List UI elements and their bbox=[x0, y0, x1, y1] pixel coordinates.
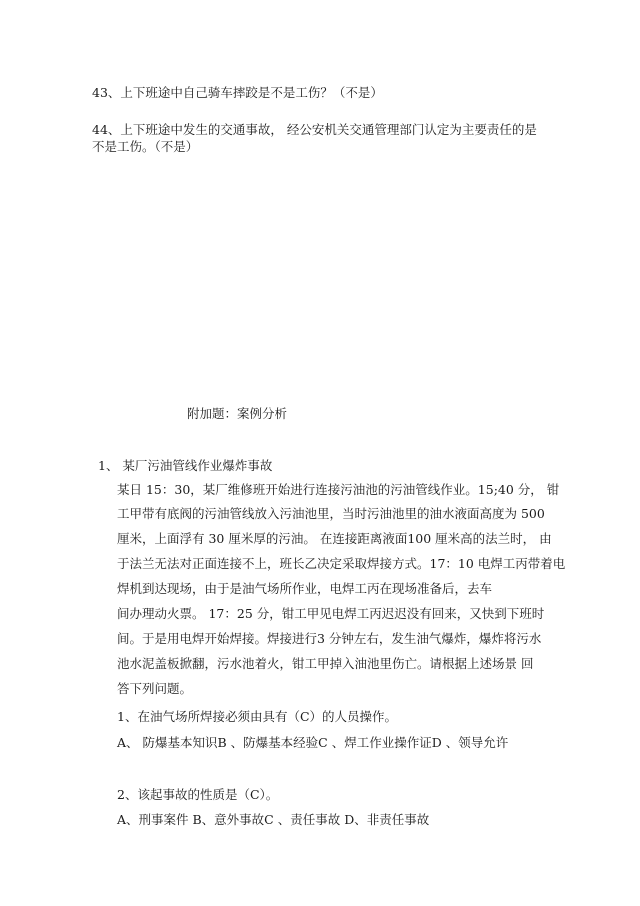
case-heading: 1、 某厂污油管线作业爆炸事故 bbox=[98, 458, 273, 473]
sub-question-2: 2、该起事故的性质是（C）。 bbox=[117, 787, 279, 802]
sub-question-1-options: A、 防爆基本知识B 、防爆基本经验C 、焊工作业操作证D 、领导允许 bbox=[117, 735, 509, 750]
case-line: 某日 15：30，某厂维修班开始进行连接污油池的污油管线作业。15;40 分， 钳 bbox=[117, 482, 560, 497]
case-line: 答下列问题。 bbox=[117, 681, 193, 696]
q44-text-line1: 44、上下班途中发生的交通事故， 经公安机关交通管理部门认定为主要责任的是 bbox=[92, 122, 537, 137]
case-line: 池水泥盖板掀翻，污水池着火，钳工甲掉入油池里伤亡。请根据上述场景 回 bbox=[117, 656, 534, 671]
sub-question-2-options: A、刑事案件 B、意外事故C 、责任事故 D、非责任事故 bbox=[117, 812, 430, 827]
case-line: 间办理动火票。 17：25 分，钳工甲见电焊工丙迟迟没有回来，又快到下班时 bbox=[117, 606, 545, 621]
case-line: 于法兰无法对正面连接不上，班长乙决定采取焊接方式。17：10 电焊工丙带着电 bbox=[117, 556, 566, 571]
case-line: 工甲带有底阀的污油管线放入污油池里，当时污油池里的油水液面高度为 500 bbox=[117, 506, 545, 521]
case-line: 间。于是用电焊开始焊接。焊接进行3 分钟左右，发生油气爆炸，爆炸将污水 bbox=[117, 631, 542, 646]
case-line: 厘米，上面浮有 30 厘米厚的污油。 在连接距离液面100 厘米高的法兰时， 由 bbox=[117, 531, 552, 546]
q44-text-line2: 不是工伤。（不是） bbox=[92, 139, 199, 154]
case-line: 焊机到达现场，由于是油气场所作业，电焊工丙在现场准备后，去车 bbox=[117, 581, 493, 596]
q43-text: 43、上下班途中自己骑车摔跤是不是工伤？（不是） bbox=[92, 85, 383, 100]
section-title: 附加题：案例分析 bbox=[187, 406, 288, 421]
sub-question-1: 1、在油气场所焊接必须由具有（C）的人员操作。 bbox=[117, 709, 398, 724]
